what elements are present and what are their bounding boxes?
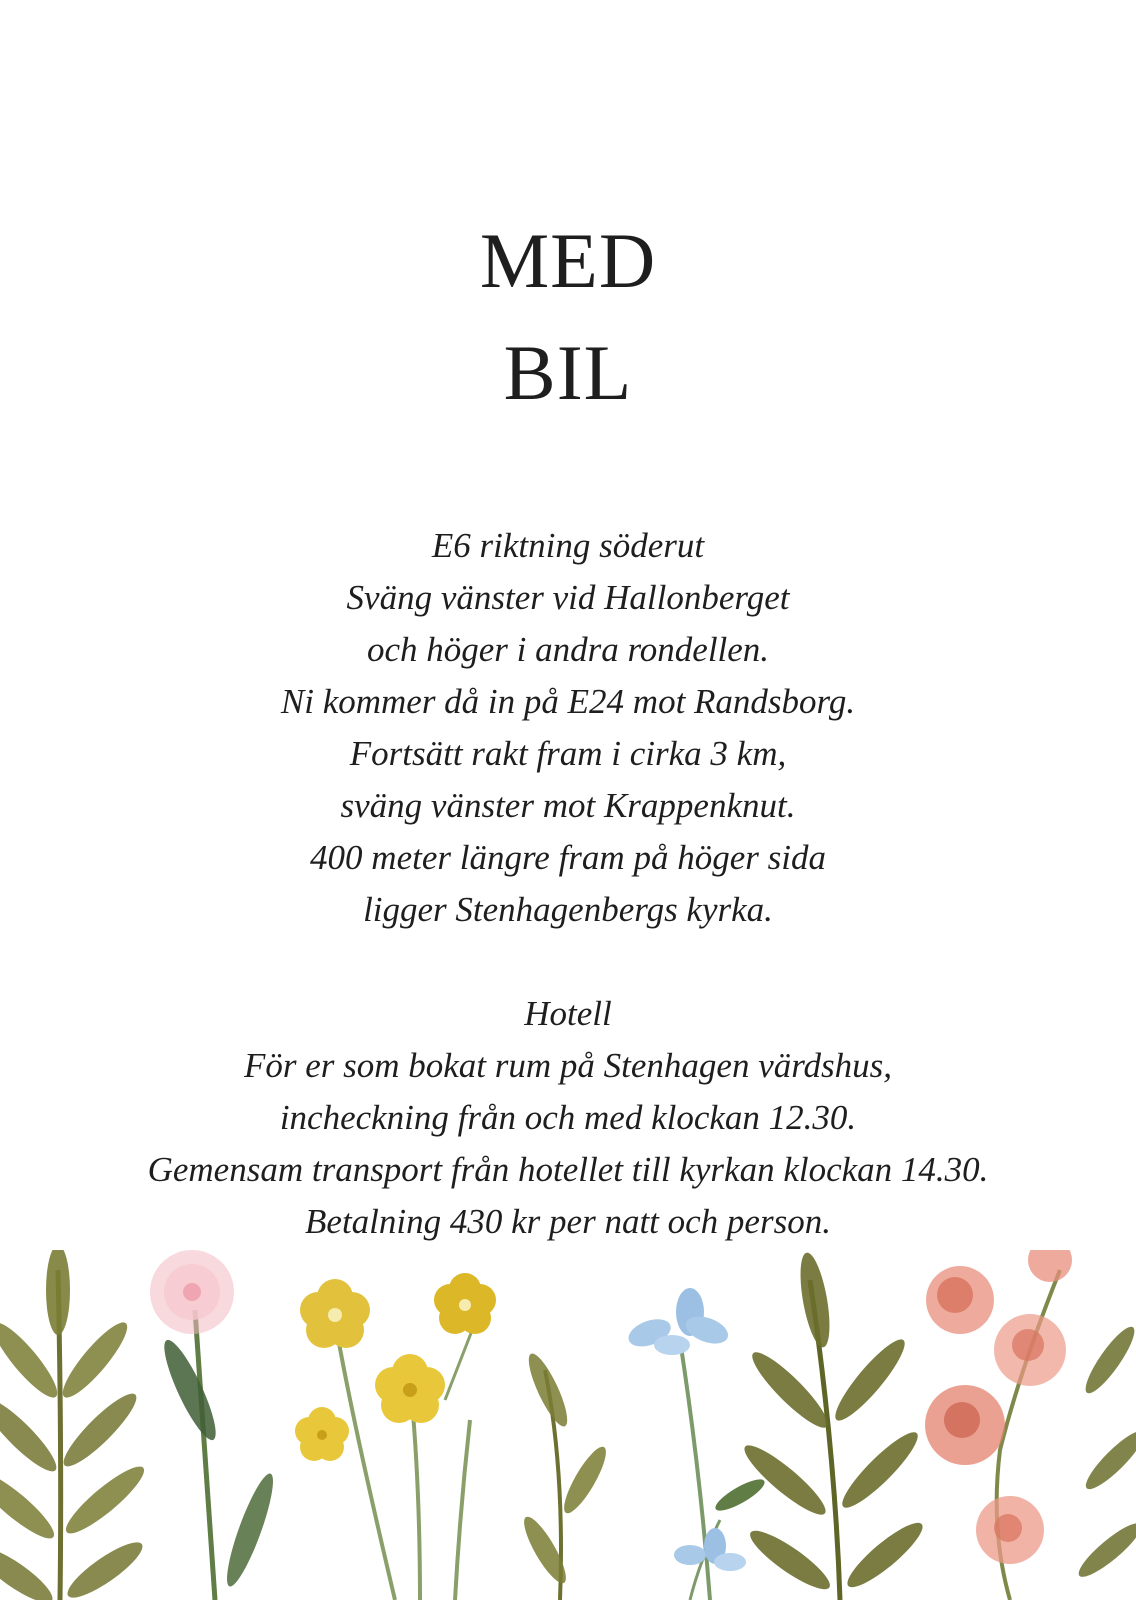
yellow-flowers-icon [295,1273,496,1600]
olive-branch-icon [737,1251,929,1600]
page-title [0,205,1136,429]
paragraph-gap [40,936,1096,988]
direction-line: Sväng vänster vid Hallonberget [346,578,790,617]
hotel-line: För er som bokat rum på Stenhagen värdshus, [243,1046,893,1085]
floral-border [0,1250,1136,1600]
direction-line: Fortsätt rakt fram i cirka 3 km, [349,734,787,773]
direction-line: 400 meter längre fram på höger sida [310,838,826,877]
direction-line: och höger i andra rondellen. [366,630,770,669]
direction-line: E6 riktning söderut [431,526,705,565]
hotel-line: Gemensam transport från hotellet till kyrkan klockan 14.30. [147,1150,989,1189]
hotel-line: incheckning från och med klockan 12.30. [279,1098,857,1137]
title-line-2: BIL [503,329,633,416]
direction-line: Ni kommer då in på E24 mot Randsborg. [280,682,856,721]
directions-text [40,520,1096,1248]
blue-flowers-icon [625,1288,768,1600]
fern-leaves-icon [0,1250,151,1600]
hotel-line: Betalning 430 kr per natt och person. [305,1202,831,1241]
direction-line: sväng vänster mot Krappenknut. [340,786,796,825]
direction-line: ligger Stenhagenbergs kyrka. [363,890,773,929]
olive-branch-icon [517,1350,612,1600]
coral-blossom-icon [925,1250,1136,1600]
hotel-heading: Hotell [524,994,612,1033]
pink-daisy-icon [150,1250,281,1600]
title-line-1: MED [479,217,657,304]
